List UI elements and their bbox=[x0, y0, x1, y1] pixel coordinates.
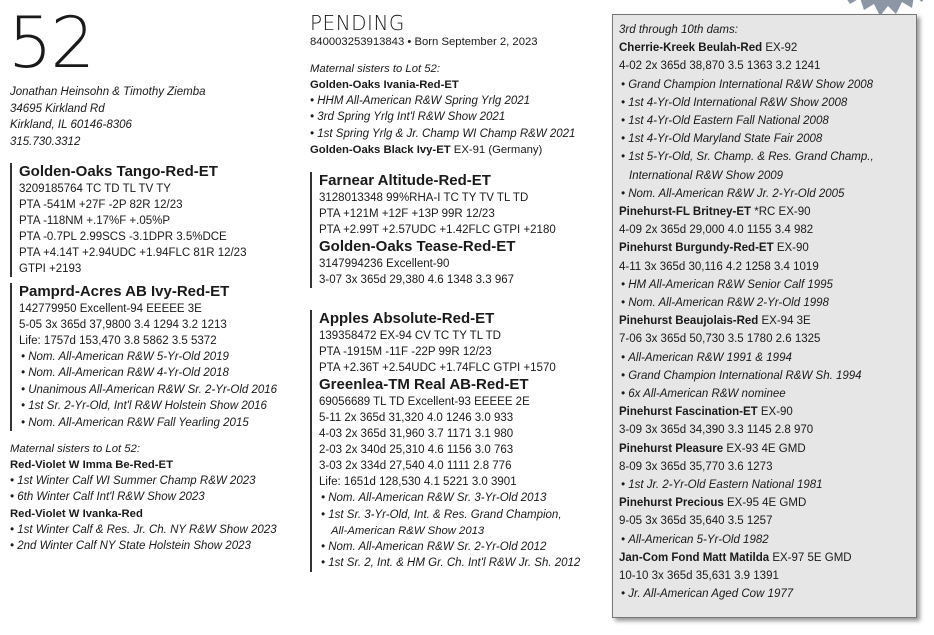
dams-box: 3rd through 10th dams: Cherrie-Kreek Beulah-Red EX-92 4-02 2x 365d 38,870 3.5 1363 3.2 1241 • Grand Champion International R&W Show 2008 • 1st 4-Yr-Old International R&W Show 2008 • 1st 4-Yr-Old Eastern Fall National 2008 • 1st 4-Yr-Old Maryland State Fair 2008 • 1st 5-Yr-Old, Sr. Champ. & Res. Grand Champ., International R&W Show 2009 • Nom. All-American R&W Jr. 2-Yr-Old 2005 Pinehurst-FL Britney-ET *RC EX-90 4-09 2x 365d 29,000 4.0 1155 3.4 982 Pinehurst Burgundy-Red-ET EX-90 4-11 3x 365d 30,116 4.2 1258 3.4 1019 • HM All-American R&W Senior Calf 1995 • Nom. All-American R&W 2-Yr-Old 1998 Pinehurst Beaujolais-Red EX-94 3E 7-06 3x 365d 50,730 3.5 1780 2.6 1325 • All-American R&W 1991 & 1994 • Grand Champion International R&W Sh. 1994 • 6x All-American R&W nominee Pinehurst Fascination-ET EX-90 3-09 3x 365d 34,390 3.3 1145 2.8 970 Pinehurst Pleasure EX-93 4E GMD 8-09 3x 365d 35,770 3.6 1273 • 1st Jr. 2-Yr-Old Eastern National 1981 Pinehurst Precious EX-95 4E GMD 9-05 3x 365d 35,640 3.5 1257 • All-American 5-Yr-Old 1982 Jan-Com Fond Matt Matilda EX-97 5E GMD 10-10 3x 365d 35,631 3.9 1391 • Jr. All-American Aged Cow 1977 bbox=[612, 14, 917, 618]
dam-honor: • Unanimous All-American R&W Sr. 2-Yr-Old 2016 bbox=[19, 382, 300, 398]
maternal-sisters-left: Maternal sisters to Lot 52: Red-Violet W Imma Be-Red-ET • 1st Winter Calf WI Summer Champ R&W 2023 • 6th Winter Calf Int'l R&W Show 2023 Red-Violet W Ivanka-Red • 1st Winter Calf & Res. Jr. Ch. NY R&W Show 2023 • 2nd Winter Calf NY State Holstein Show 2023 bbox=[10, 441, 300, 555]
dam-honor: • 1st Sr. 2-Yr-Old, Int'l R&W Holstein Show 2016 bbox=[19, 398, 300, 414]
maternal-sisters-mid: Maternal sisters to Lot 52: Golden-Oaks Ivania-Red-ET • HHM All-American R&W Spring Yrlg 2021 • 3rd Spring Yrlg Int'l R&W Show 2021 • 1st Spring Yrlg & Jr. Champ WI Champ R&W 2021 Golden-Oaks Black Ivy-ET EX-91 (Germany) bbox=[310, 61, 602, 158]
dams-heading: 3rd through 10th dams: bbox=[619, 24, 738, 36]
status-title: PENDING bbox=[310, 11, 405, 35]
sister-name: Golden-Oaks Ivania-Red-ET bbox=[310, 79, 459, 91]
sire-block: Golden-Oaks Tango-Red-ET 3209185764 TC TD TL TV TY PTA -541M +27F -2P 82R 12/23 PTA -118NM +.17%F +.05%P PTA -0.7PL 2.99SCS -3.1DPR 3.5%DCE PTA +4.14T +2.94UDC +1.94FLC 81R 12/23 GTPI +2193 bbox=[10, 163, 300, 277]
middle-column bbox=[310, 0, 602, 572]
dam-sire-block: Apples Absolute-Red-ET 139358472 EX-94 CV TC TY TL TD PTA -1915M -11F -22P 99R 12/23 PTA +2.36T +2.54UDC +1.74FLC GTPI +1570 Greenlea-TM Real AB-Red-ET 69056689 TL TD Excellent-93 EEEEE 2E 5-11 2x 365d 31,320 4.0 1246 3.0 933 4-03 2x 365d 31,960 3.7 1171 3.1 980 2-03 2x 340d 25,310 4.6 1156 3.0 763 3-03 2x 334d 27,540 4.0 1111 2.8 776 Life: 1651d 128,530 4.1 5221 3.0 3901 • Nom. All-American R&W Sr. 3-Yr-Old 2013 • 1st Sr. 3-Yr-Old, Int. & Res. Grand Champion, All-American R&W Show 2013 • Nom. All-American R&W Sr. 2-Yr-Old 2012 • 1st Sr. 2, Int. & HM Gr. Ch. Int'l R&W Jr. Sh. 2012 bbox=[310, 310, 602, 572]
sire-sire-block: Farnear Altitude-Red-ET 3128013348 99%RHA-I TC TY TV TL TD PTA +121M +12F +13P 99R 12/23 PTA +2.99T +2.57UDC +1.42FLC GTPI +2180 Golden-Oaks Tease-Red-ET 3147994236 Excellent-90 3-07 3x 365d 29,380 4.6 1348 3.3 967 bbox=[310, 172, 602, 288]
dam-honor: • Nom. All-American R&W 4-Yr-Old 2018 bbox=[19, 365, 300, 381]
sister-name: Red-Violet W Imma Be-Red-ET bbox=[10, 459, 173, 472]
sister-name: Golden-Oaks Black Ivy-ET bbox=[310, 144, 451, 157]
dam-honor: • Nom. All-American R&W Fall Yearling 2015 bbox=[19, 415, 300, 431]
left-column bbox=[10, 0, 300, 555]
sire-name: Golden-Oaks Tango-Red-ET bbox=[19, 163, 218, 180]
consignor-address: Jonathan Heinsohn & Timothy Ziemba 34695 Kirkland Rd Kirkland, IL 60146-8306 315.730.3312 bbox=[10, 86, 206, 148]
sister-name: Red-Violet W Ivanka-Red bbox=[10, 507, 143, 520]
dam-block: Pamprd-Acres AB Ivy-Red-ET 142779950 Excellent-94 EEEEE 3E 5-05 3x 365d 37,9800 3.4 1294 3.2 1213 Life: 1757d 153,470 3.8 5862 3.5 5372 • Nom. All-American R&W 5-Yr-Old 2019 • Nom. All-American R&W 4-Yr-Old 2018 • Unanimous All-American R&W Sr. 2-Yr-Old 2016 • 1st Sr. 2-Yr-Old, Int'l R&W Holstein Show 2016 • Nom. All-American R&W Fall Yearling 2015 bbox=[10, 283, 300, 431]
dam-name: Pamprd-Acres AB Ivy-Red-ET bbox=[19, 283, 230, 300]
id-line: 840003253913843 • Born September 2, 2023 bbox=[310, 36, 538, 48]
lot-number: 52 bbox=[8, 2, 94, 84]
dam-honor: • Nom. All-American R&W 5-Yr-Old 2019 bbox=[19, 349, 300, 365]
